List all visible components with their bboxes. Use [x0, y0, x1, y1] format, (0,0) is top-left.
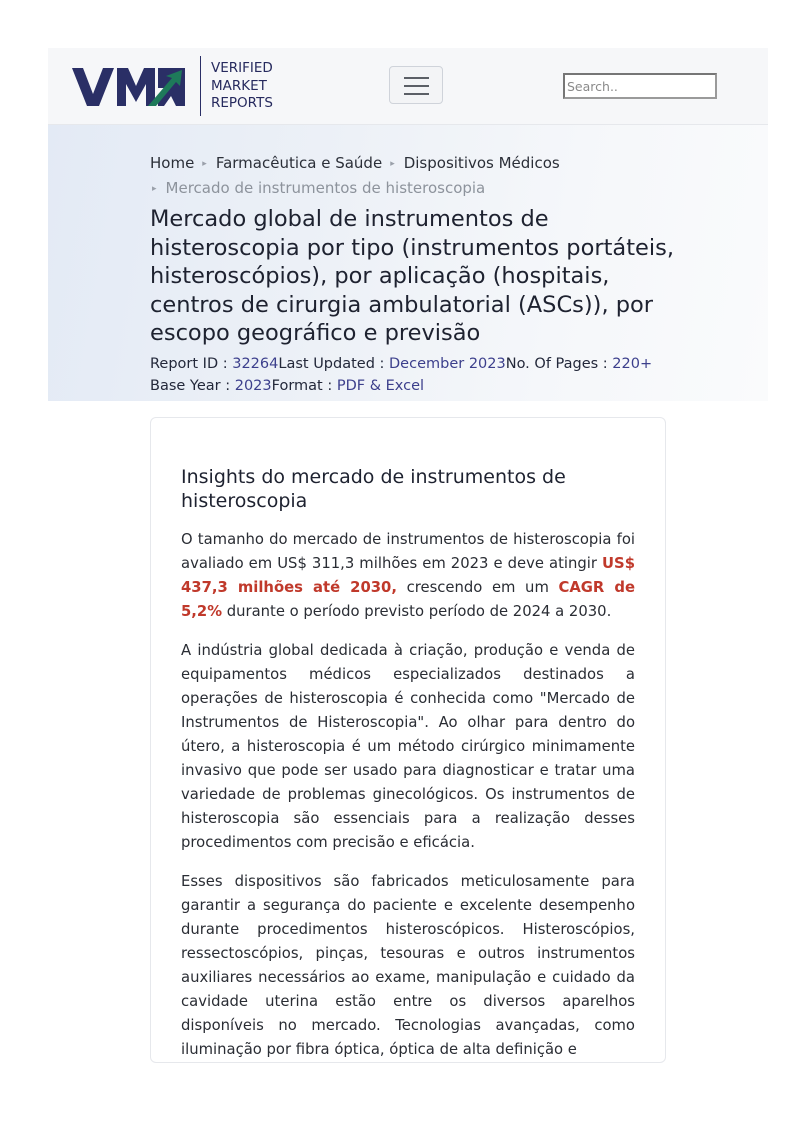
- chevron-right-icon: ▸: [390, 159, 395, 169]
- hamburger-icon-bar: [404, 77, 429, 79]
- site-header: [48, 48, 768, 125]
- report-id-label: Report ID :: [150, 356, 233, 372]
- logo-divider: [200, 56, 201, 116]
- hamburger-icon-bar: [404, 85, 429, 87]
- base-year-value: 2023: [234, 378, 272, 394]
- breadcrumb: [150, 151, 670, 201]
- last-updated-label: Last Updated :: [278, 356, 390, 372]
- report-id-value: 32264: [232, 356, 279, 372]
- hamburger-menu-button[interactable]: [389, 66, 443, 104]
- report-meta-row-2: [150, 375, 710, 397]
- insights-body: [181, 528, 635, 1063]
- hamburger-icon-bar: [404, 93, 429, 95]
- report-hero: [48, 125, 768, 401]
- pages-label: No. Of Pages :: [505, 356, 613, 372]
- logo-word-reports: REPORTS: [211, 95, 273, 111]
- format-label: Format :: [271, 378, 337, 394]
- breadcrumb-subcategory[interactable]: Dispositivos Médicos: [403, 154, 560, 172]
- chevron-right-icon: ▸: [152, 184, 157, 194]
- p1-text-c: durante o período previsto período de 2024 a 2030.: [222, 603, 612, 620]
- search-input[interactable]: [563, 73, 717, 99]
- chevron-right-icon: ▸: [202, 159, 207, 169]
- insights-card: [150, 417, 666, 1063]
- market-size-highlight: US$ 437,3 milhões até 2030,: [181, 555, 635, 596]
- p1-text-b: crescendo em um: [396, 579, 559, 596]
- breadcrumb-category[interactable]: Farmacêutica e Saúde: [215, 154, 383, 172]
- insights-paragraph-3: Esses dispositivos são fabricados meticulosamente para garantir a segurança do paciente e excelente desempenho durante procedimentos histeroscópicos. Histeroscópios, ressectoscópios, pinças, tesouras e outros instrumentos auxiliares necessários ao exame, manipulação e cuidado da cavidade uterina estão entre os diversos aparelhos disponíveis no mercado. Tecnologias avançadas, como iluminação por fibra óptica, óptica de alta definição e: [181, 873, 635, 1058]
- cagr-highlight: CAGR de 5,2%: [181, 579, 635, 620]
- logo-word-verified: VERIFIED: [211, 60, 273, 76]
- breadcrumb-current: Mercado de instrumentos de histeroscopia: [165, 179, 486, 197]
- insights-heading: Insights do mercado de instrumentos de histeroscopia: [181, 466, 566, 512]
- vmr-logo[interactable]: [72, 56, 282, 116]
- format-value: PDF & Excel: [336, 378, 425, 394]
- vmr-logo-mark: [72, 68, 185, 106]
- pages-value: 220+: [612, 356, 653, 372]
- last-updated-value: December 2023: [389, 356, 506, 372]
- p1-text-a: O tamanho do mercado de instrumentos de histeroscopia foi avaliado em US$ 311,3 milhões em 2023 e deve atingir: [181, 531, 635, 572]
- base-year-label: Base Year :: [150, 378, 235, 394]
- breadcrumb-home[interactable]: Home: [150, 154, 195, 172]
- insights-paragraph-2: A indústria global dedicada à criação, produção e venda de equipamentos médicos especializados destinados a operações de histeroscopia é conhecida como "Mercado de Instrumentos de Histeroscopia". Ao olhar para dentro do útero, a histeroscopia é um método cirúrgico minimamente invasivo que pode ser usado para diagnosticar e tratar uma variedade de problemas ginecológicos. Os instrumentos de histeroscopia são essenciais para a realização desses procedimentos com precisão e eficácia.: [181, 642, 635, 851]
- page-title: Mercado global de instrumentos de histeroscopia por tipo (instrumentos portáteis, histeroscópios), por aplicação (hospitais, centros de cirurgia ambulatorial (ASCs)), por escopo geográfico e previsão: [150, 206, 675, 346]
- report-meta-row-1: [150, 353, 710, 375]
- logo-wordmark: [211, 60, 273, 113]
- report-meta: [150, 353, 710, 397]
- insights-paragraph-1: [181, 528, 635, 624]
- logo-word-market: MARKET: [211, 77, 267, 94]
